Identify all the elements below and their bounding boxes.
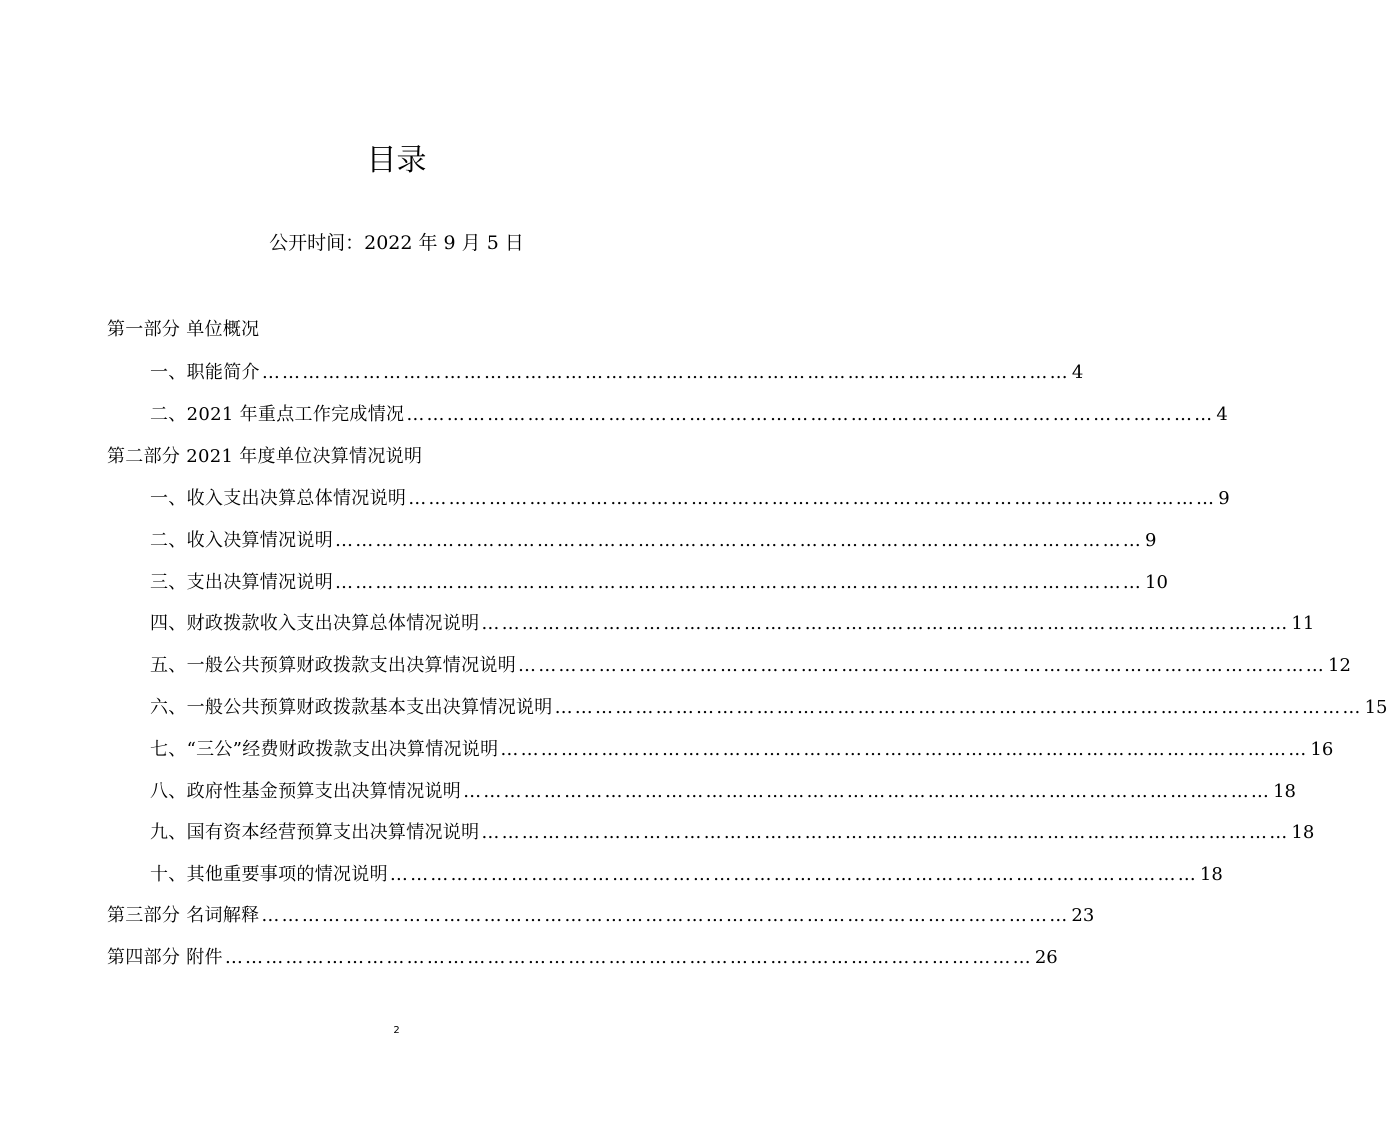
toc-entry-label: 七、“三公”经费财政拨款支出决算情况说明 [150,739,499,760]
dot-leader: ………………………………………………………………………………………………………… [481,822,1290,843]
toc-entry-page: 11 [1291,613,1315,634]
toc-part4-entry[interactable] [107,940,1058,970]
toc-entry-label: 二、收入决算情况说明 [150,530,333,551]
dot-leader: ………………………………………………………………………………………………………… [481,613,1290,634]
toc-entry-page: 18 [1199,864,1223,885]
toc-entry[interactable] [150,774,1297,804]
toc-entry[interactable] [150,857,1223,887]
toc-entry-page: 18 [1273,781,1297,802]
dot-leader: ………………………………………………………………………………………………………… [261,362,1070,383]
toc-entry[interactable] [150,523,1157,553]
toc-heading-label: 第二部分 2021 年度单位决算情况说明 [107,446,423,467]
toc-entry-label: 八、政府性基金预算支出决算情况说明 [150,781,462,802]
toc-entry[interactable] [150,648,1351,678]
toc-entry-page: 10 [1145,572,1168,593]
toc-entry-label: 一、职能简介 [150,362,260,383]
toc-entry-page: 26 [1034,947,1058,968]
dot-leader: ………………………………………………………………………………………………………… [500,739,1309,760]
page-title: 目录 [366,143,427,178]
toc-heading-label: 第一部分 单位概况 [107,319,260,340]
toc-entry[interactable] [150,355,1084,385]
toc-entry-page: 9 [1145,530,1157,551]
toc-entry-label: 六、一般公共预算财政拨款基本支出决算情况说明 [150,697,553,718]
dot-leader: ………………………………………………………………………………………………………… [261,905,1070,926]
toc-entry-page: 23 [1071,905,1095,926]
toc-entry[interactable] [150,606,1315,636]
dot-leader: ………………………………………………………………………………………………………… [518,655,1326,676]
dot-leader: ………………………………………………………………………………………………………… [406,404,1215,425]
toc-entry-label: 二、2021 年重点工作完成情况 [150,404,405,425]
toc-entry-label: 九、国有资本经营预算支出决算情况说明 [150,822,480,843]
toc-entry-page: 16 [1310,739,1334,760]
toc-entry[interactable] [150,690,1388,720]
toc-part2-heading[interactable] [107,439,422,469]
dot-leader: ………………………………………………………………………………………………………… [335,572,1143,593]
toc-entry-page: 12 [1328,655,1351,676]
toc-entry-page: 4 [1216,404,1228,425]
dot-leader: ………………………………………………………………………………………………………… [335,530,1143,551]
page-number: 2 [393,1025,400,1036]
toc-entry-page: 18 [1291,822,1315,843]
dot-leader: ………………………………………………………………………………………………………… [463,781,1272,802]
toc-part1-heading[interactable] [107,312,259,342]
toc-entry-page: 15 [1364,697,1388,718]
toc-entry-label: 四、财政拨款收入支出决算总体情况说明 [150,613,480,634]
toc-entry-label: 十、其他重要事项的情况说明 [150,864,388,885]
toc-entry-page: 9 [1218,488,1230,509]
toc-entry-label: 三、支出决算情况说明 [150,572,333,593]
toc-entry[interactable] [150,481,1230,511]
dot-leader: ………………………………………………………………………………………………………… [224,947,1033,968]
toc-entry[interactable] [150,397,1228,427]
dot-leader: ………………………………………………………………………………………………………… [389,864,1198,885]
toc-entry[interactable] [150,732,1334,762]
toc-entry-label: 第四部分 附件 [107,947,223,968]
toc-part3-entry[interactable] [107,898,1095,928]
toc-entry-label: 第三部分 名词解释 [107,905,260,926]
dot-leader: ………………………………………………………………………………………………………… [408,488,1217,509]
toc-entry-label: 五、一般公共预算财政拨款支出决算情况说明 [150,655,516,676]
toc-entry[interactable] [150,815,1315,845]
toc-entry[interactable] [150,565,1168,595]
dot-leader: ………………………………………………………………………………………………………… [554,697,1363,718]
publish-date: 公开时间：2022 年 9 月 5 日 [269,232,524,254]
toc-entry-page: 4 [1071,362,1084,383]
toc-entry-label: 一、收入支出决算总体情况说明 [150,488,407,509]
